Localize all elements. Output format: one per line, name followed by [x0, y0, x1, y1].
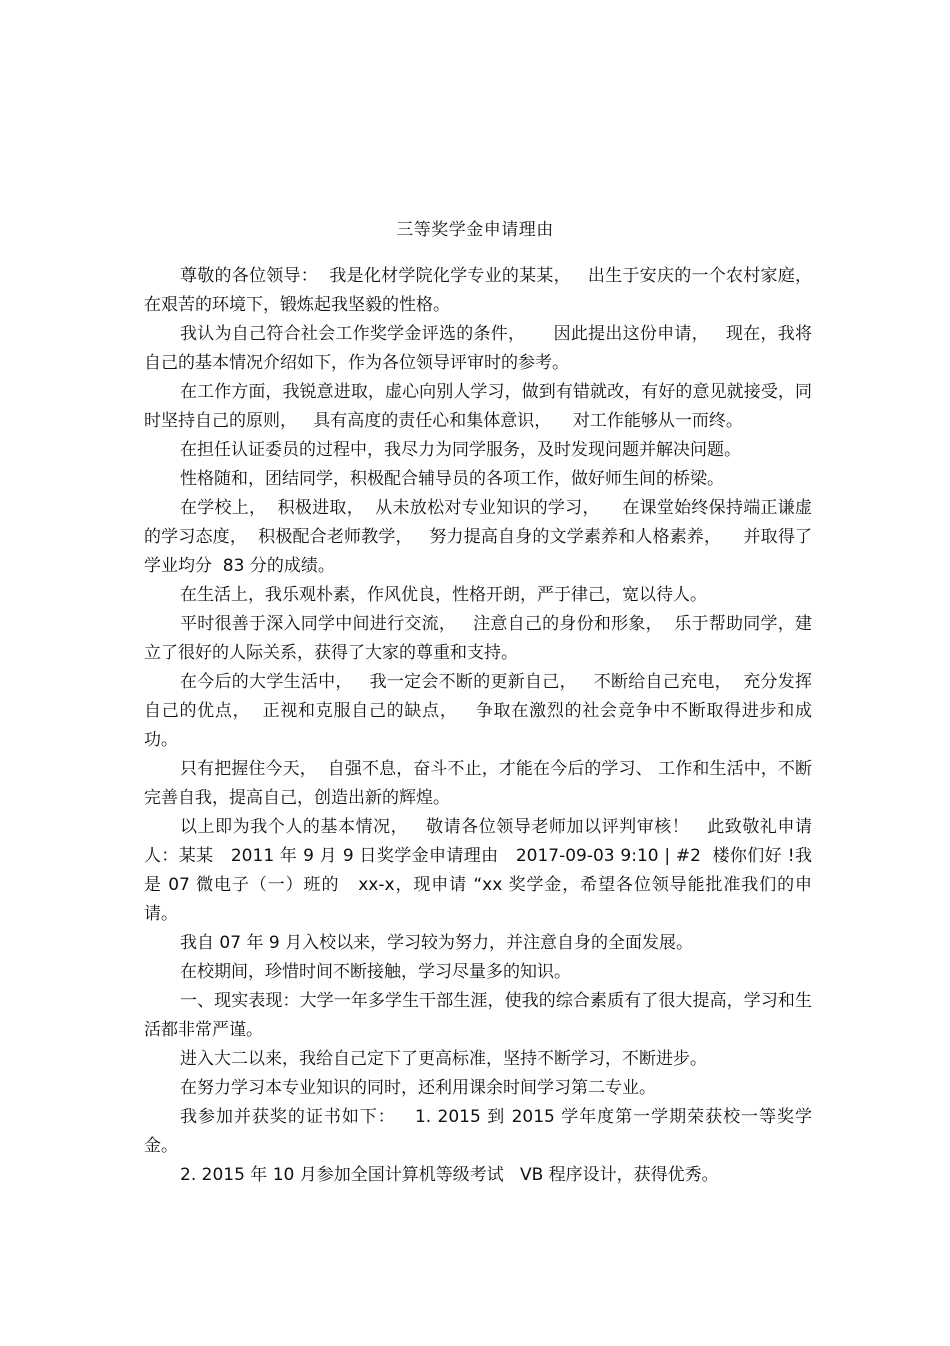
paragraph-second-major: 在努力学习本专业知识的同时，还利用课余时间学习第二专业。	[180, 1078, 656, 1098]
paragraph-exam: 2. 2015 年 10 月参加全国计算机等级考试 VB 程序设计，获得优秀。	[180, 1165, 719, 1185]
paragraph-today: 只有把握住今天， 自强不息，奋斗不止，才能在今后的学习、 工作和生活中，不断完善自我，提高自己，创造出新的辉煌。	[144, 759, 812, 808]
paragraph-school-time: 在校期间，珍惜时间不断接触，学习尽量多的知识。	[180, 962, 571, 982]
paragraph-certificates: 我参加并获奖的证书如下： 1. 2015 到 2015 学年度第一学期荣获校一等奖学金。	[144, 1107, 812, 1156]
paragraph-committee: 在担任认证委员的过程中，我尽力为同学服务，及时发现问题并解决问题。	[180, 440, 741, 460]
document-body	[144, 262, 812, 1190]
paragraph-greeting: 尊敬的各位领导： 我是化材学院化学专业的某某， 出生于安庆的一个农村家庭，在艰苦的环境下，锻炼起我坚毅的性格。	[144, 266, 812, 315]
paragraph-personality: 性格随和，团结同学，积极配合辅导员的各项工作，做好师生间的桥梁。	[180, 469, 724, 489]
document-title: 三等奖学金申请理由	[396, 220, 554, 240]
paragraph-application: 我认为自己符合社会工作奖学金评选的条件， 因此提出这份申请， 现在，我将自己的基本情况介绍如下，作为各位领导评审时的参考。	[144, 324, 812, 373]
paragraph-closing: 以上即为我个人的基本情况， 敬请各位领导老师加以评判审核！ 此致敬礼申请人：某某 2011 年 9 月 9 日奖学金申请理由 2017-09-03 9:10 | #2 楼你们好 !我是 07 微电子（一）班的 xx-x，现申请 “xx 奖学金，希望各位领导能批准我们的申请。	[144, 817, 812, 924]
paragraph-future: 在今后的大学生活中， 我一定会不断的更新自己， 不断给自己充电， 充分发挥自己的优点， 正视和克服自己的缺点， 争取在激烈的社会竞争中不断取得进步和成功。	[144, 672, 812, 750]
paragraph-work: 在工作方面，我锐意进取，虚心向别人学习，做到有错就改，有好的意见就接受，同时坚持自己的原则， 具有高度的责任心和集体意识， 对工作能够从一而终。	[144, 382, 812, 431]
paragraph-study: 在学校上， 积极进取， 从未放松对专业知识的学习， 在课堂始终保持端正谦虚的学习态度， 积极配合老师教学， 努力提高自身的文学素养和人格素养， 并取得了学业均分 83 分的成绩。	[144, 498, 812, 576]
paragraph-second-year: 进入大二以来，我给自己定下了更高标准，坚持不断学习，不断进步。	[180, 1049, 707, 1069]
paragraph-enrollment: 我自 07 年 9 月入校以来，学习较为努力，并注意自身的全面发展。	[180, 933, 694, 953]
paragraph-communication: 平时很善于深入同学中间进行交流， 注意自己的身份和形象， 乐于帮助同学，建立了很好的人际关系，获得了大家的尊重和支持。	[144, 614, 812, 663]
paragraph-performance: 一、现实表现：大学一年多学生干部生涯，使我的综合素质有了很大提高，学习和生活都非常严谨。	[144, 991, 812, 1040]
paragraph-life: 在生活上，我乐观朴素，作风优良，性格开朗，严于律己，宽以待人。	[180, 585, 707, 605]
